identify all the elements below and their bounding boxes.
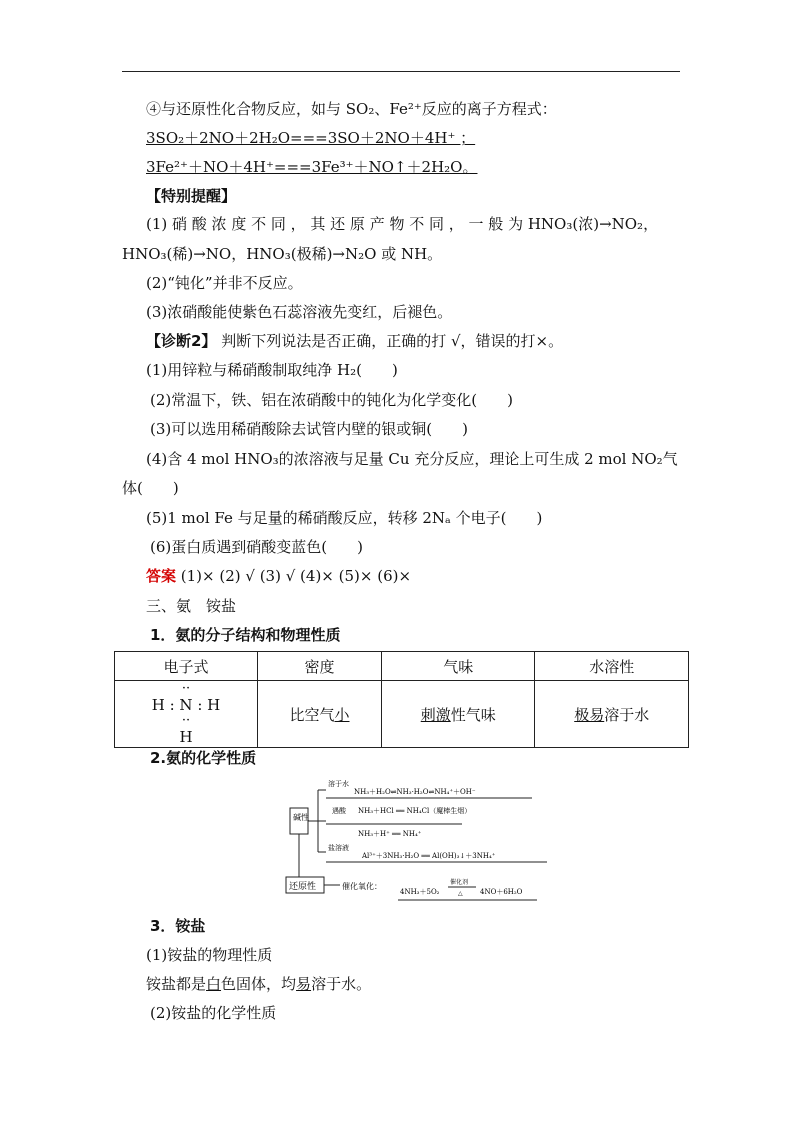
branch-water-equation: NH₃＋H₂O⇌NH₃·H₂O⇌NH₄⁺＋OH⁻ — [354, 788, 476, 796]
smell-text: 性气味 — [450, 705, 496, 724]
answer-text: (1)× (2) √ (3) √ (4)× (5)× (6)× — [176, 567, 412, 585]
tip-2: (2)“钝化”并非不反应。 — [146, 274, 303, 292]
smell-key: 刺激 — [420, 705, 451, 724]
tip-3: (3)浓硝酸能使紫色石蕊溶液先变红，后褪色。 — [146, 303, 453, 321]
header-rule — [122, 71, 680, 72]
equation-so2: 3SO₂＋2NO＋2H₂O===3SO＋2NO＋4H⁺ ； — [146, 129, 476, 147]
table-header-electron: 电子式 — [115, 652, 258, 681]
diagnosis-label: 【诊断2】 — [146, 332, 217, 350]
line-reducing-reaction: ④与还原性化合物反应，如与 SO₂、Fe²⁺反应的离子方程式： — [146, 100, 557, 118]
lewis-main: H : N : H — [151, 696, 221, 714]
density-key: 小 — [334, 705, 350, 724]
salt-desc-a: 铵盐都是 — [146, 975, 207, 993]
equation-fe2: 3Fe²⁺＋NO＋4H⁺===3Fe³⁺＋NO↑＋2H₂O。 — [146, 158, 478, 176]
branch-acid-label: 遇酸 — [332, 807, 346, 815]
section-ammonia: 三、氨 铵盐 — [146, 597, 237, 615]
salt-desc-easy: 易 — [296, 975, 312, 993]
density-cell — [258, 681, 382, 748]
solubility-cell — [535, 681, 689, 748]
lewis-structure-cell — [115, 681, 258, 748]
table-header-solubility: 水溶性 — [535, 652, 689, 681]
table-header-density: 密度 — [258, 652, 382, 681]
oxidation-catalyst: 催化剂 — [450, 879, 469, 886]
bond-dots: ·· — [181, 713, 191, 728]
reducing-label: 还原性 — [289, 882, 317, 892]
subsection-3: 3．铵盐 — [150, 917, 206, 935]
oxidation-heat: △ — [458, 890, 463, 897]
branch-acid-equation-2: NH₃＋H⁺ ══ NH₄⁺ — [358, 830, 422, 838]
subsection-1: 1．氨的分子结构和物理性质 — [150, 626, 341, 644]
solubility-key: 极易 — [574, 705, 605, 724]
ammonia-chemistry-diagram — [282, 776, 552, 906]
salt-desc-e: 溶于水。 — [311, 975, 372, 993]
table-header-smell: 气味 — [381, 652, 535, 681]
lone-pair-dots: ·· — [181, 681, 191, 696]
tip-title: 【特别提醒】 — [146, 187, 237, 205]
salt-chemical-heading: (2)铵盐的化学性质 — [150, 1004, 277, 1022]
subsection-2: 2.氨的化学性质 — [150, 749, 257, 767]
tip-1b: HNO₃(稀)→NO，HNO₃(极稀)→N₂O 或 NH。 — [122, 245, 443, 263]
oxidation-reactants: 4NH₃＋5O₂ — [400, 888, 440, 896]
question-5: (5)1 mol Fe 与足量的稀硝酸反应，转移 2Nₐ 个电子( ) — [146, 509, 543, 527]
salt-physical-desc — [146, 974, 371, 994]
answer-line — [146, 566, 411, 586]
question-2: (2)常温下，铁、铝在浓硝酸中的钝化为化学变化( ) — [150, 391, 513, 409]
branch-acid-equation-1: NH₃＋HCl ══ NH₄Cl（魔棒生烟） — [358, 807, 472, 815]
question-3: (3)可以选用稀硝酸除去试管内壁的银或铜( ) — [150, 420, 468, 438]
question-4b: 体( ) — [122, 479, 179, 497]
density-text: 比空气 — [289, 705, 335, 724]
lewis-bottom-h: H — [179, 728, 193, 746]
answer-label: 答案 — [146, 567, 177, 585]
smell-cell — [381, 681, 535, 748]
branch-salt-equation: Al³⁺＋3NH₃·H₂O ══ Al(OH)₃↓＋3NH₄⁺ — [362, 852, 496, 860]
question-1: (1)用锌粒与稀硝酸制取纯净 H₂( ) — [146, 361, 398, 379]
branch-water-label: 溶于水 — [328, 780, 349, 788]
oxidation-products: 4NO＋6H₂O — [480, 888, 523, 896]
branch-oxidation-label: 催化氧化： — [342, 882, 382, 891]
diagnosis-line — [146, 331, 563, 351]
ammonia-properties-table — [114, 651, 689, 748]
question-4a: (4)含 4 mol HNO₃的浓溶液与足量 Cu 充分反应，理论上可生成 2 mol NO₂气 — [146, 450, 678, 468]
salt-desc-white: 白 — [206, 975, 222, 993]
branch-salt-label: 盐溶液 — [328, 844, 349, 852]
tip-1a: (1) 硝 酸 浓 度 不 同 ， 其 还 原 产 物 不 同 ， 一 般 为 HNO₃(浓)→NO₂， — [146, 215, 659, 233]
diagnosis-text: 判断下列说法是否正确，正确的打 √，错误的打×。 — [216, 332, 564, 350]
solubility-text: 溶于水 — [604, 705, 650, 724]
alkaline-label: 碱性 — [293, 813, 309, 822]
salt-physical-heading: (1)铵盐的物理性质 — [146, 946, 273, 964]
question-6: (6)蛋白质遇到硝酸变蓝色( ) — [150, 538, 363, 556]
salt-desc-c: 色固体，均 — [221, 975, 297, 993]
